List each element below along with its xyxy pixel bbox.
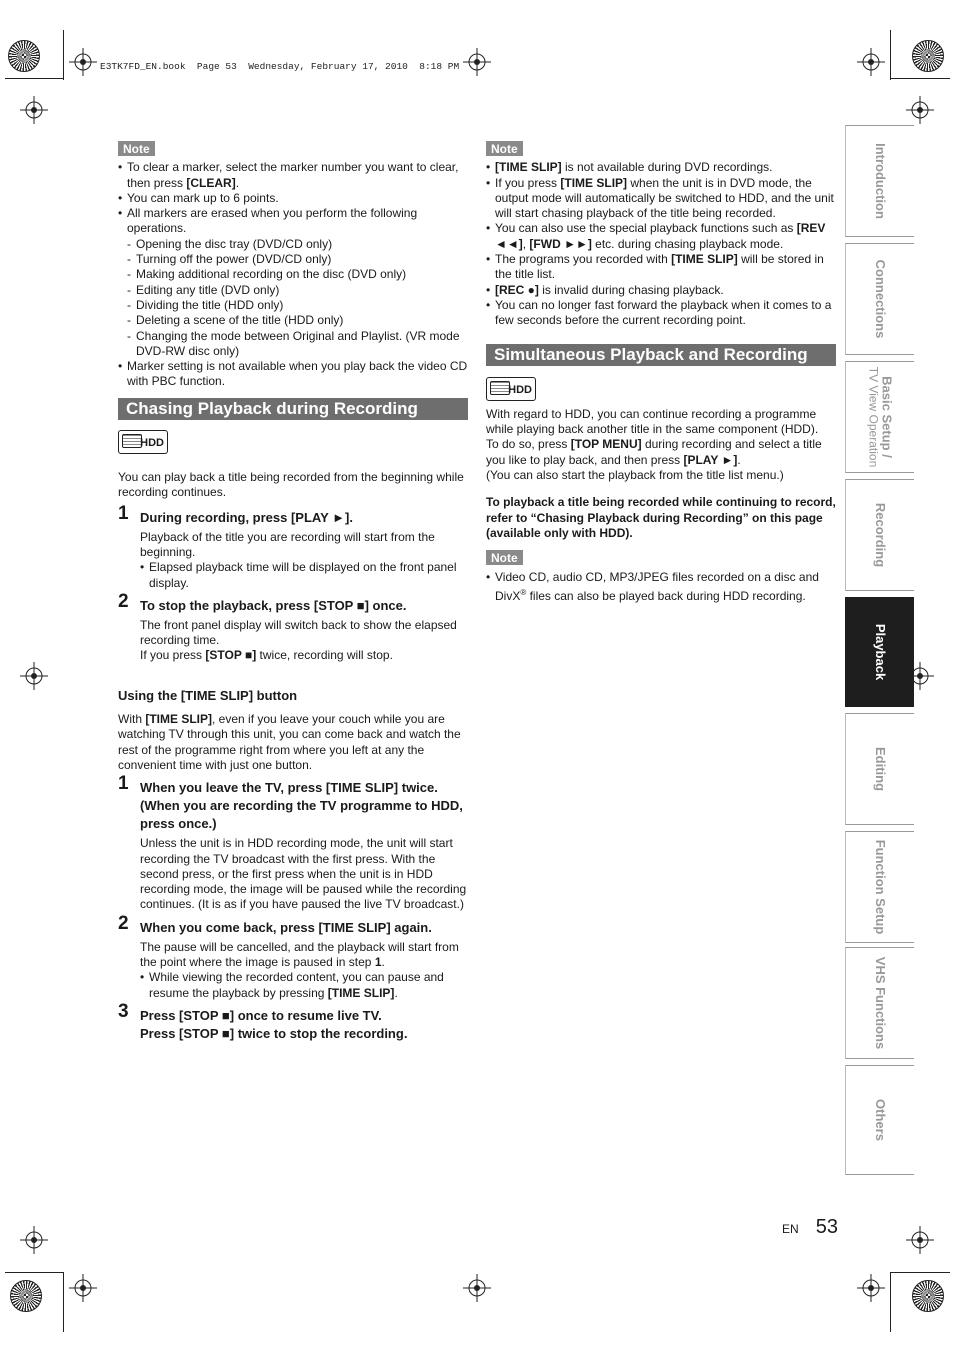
- note-list: [486, 160, 836, 328]
- crop-mark: [63, 30, 64, 80]
- tab-vhs-functions[interactable]: VHS Functions: [845, 947, 914, 1059]
- crop-mark: [890, 1272, 891, 1332]
- list-item: • Video CD, audio CD, MP3/JPEG files recorded on a disc and DivX® files can also be played back during HDD recording.: [486, 570, 836, 605]
- chasing-intro: You can play back a title being recorded from the beginning while recording continues.: [118, 470, 464, 500]
- list-item: • Elapsed playback time will be displayed on the front panel display.: [140, 560, 468, 591]
- list-item: • To clear a marker, select the marker number you want to clear, then press [CLEAR].: [118, 160, 468, 191]
- list-item: - Opening the disc tray (DVD/CD only): [127, 237, 468, 252]
- crosshair-icon: [20, 662, 48, 690]
- operation-list: [127, 237, 468, 359]
- paragraph: To do so, press [TOP MENU] during recording and select a title you like to play back, and then press [PLAY ►].: [486, 437, 822, 467]
- timeslip-intro: With [TIME SLIP], even if you leave your couch while you are watching TV through this unit, you can come back and watch the rest of the programme right from where you left at any the convenient time with just one button.: [118, 712, 461, 772]
- tab-playback[interactable]: Playback: [845, 597, 914, 707]
- tab-editing[interactable]: Editing: [845, 713, 914, 825]
- list-item: - Turning off the power (DVD/CD only): [127, 252, 468, 267]
- crosshair-icon: [857, 1274, 885, 1302]
- crosshair-icon: [20, 96, 48, 124]
- note-tag: Note: [486, 550, 523, 565]
- list-item: • You can also use the special playback functions such as [REV ◄◄], [FWD ►►] etc. during chasing playback mode.: [486, 221, 836, 252]
- crosshair-icon: [463, 48, 491, 76]
- timeslip-step-2: 2 When you come back, press [TIME SLIP] again. The pause will be cancelled, and the playback will start from the point where the image is paused in step 1. • While viewing the recorded content, you can pause and resume the playback by pressing [TIME SLIP].: [118, 919, 468, 1001]
- hdd-icon: HDD: [118, 430, 168, 454]
- registration-dial-icon: [912, 1280, 944, 1312]
- crop-mark: [890, 30, 891, 80]
- step-2: 2 To stop the playback, press [STOP ■] once. The front panel display will switch back to show the elapsed recording time. If you press [STOP ■] twice, recording will stop.: [118, 590, 457, 663]
- list-item: • [REC ●] is invalid during chasing playback.: [486, 283, 836, 298]
- crosshair-icon: [20, 1226, 48, 1254]
- note-tag: Note: [486, 141, 523, 156]
- section-title-chasing: Chasing Playback during Recording: [118, 398, 468, 420]
- tab-recording[interactable]: Recording: [845, 479, 914, 591]
- hdd-icon: HDD: [486, 377, 536, 401]
- list-item: - Making additional recording on the disc (DVD only): [127, 267, 468, 282]
- crosshair-icon: [906, 96, 934, 124]
- list-item: • [TIME SLIP] is not available during DVD recordings.: [486, 160, 836, 175]
- right-column: [486, 141, 836, 604]
- registration-dial-icon: [912, 40, 944, 72]
- list-item: • You can no longer fast forward the playback when it comes to a few seconds before the current recording point.: [486, 298, 836, 329]
- tab-basic-setup[interactable]: Basic Setup / TV View Operation: [845, 361, 914, 473]
- list-item: • All markers are erased when you perform the following operations. - Opening the disc tray (DVD/CD only) - Turning off the power (DVD/CD only) - Making additional recording on the disc (DVD only) - Editing any title (DVD only) - Dividing the title (HDD only) - Deleting a scene of the title (HDD only) - Changing the mode between Original and Playlist. (VR mode DVD-RW disc only): [118, 206, 468, 359]
- tab-connections[interactable]: Connections: [845, 243, 914, 355]
- tab-introduction[interactable]: Introduction: [845, 125, 914, 237]
- crosshair-icon: [463, 1274, 491, 1302]
- list-item: • You can mark up to 6 points.: [118, 191, 468, 206]
- tab-others[interactable]: Others: [845, 1065, 914, 1175]
- tab-function-setup[interactable]: Function Setup: [845, 831, 914, 943]
- bold-paragraph: To playback a title being recorded while continuing to record, refer to “Chasing Playback during Recording” on this page (available only with HDD).: [486, 495, 836, 540]
- list-item: • Marker setting is not available when you play back the video CD with PBC function.: [118, 359, 468, 390]
- paragraph: With regard to HDD, you can continue recording a programme while playing back another title in the same component (HDD).: [486, 406, 819, 437]
- timeslip-step-1: 1 When you leave the TV, press [TIME SLIP] twice. (When you are recording the TV programme to HDD, press once.) Unless the unit is in HDD recording mode, the unit will start recording the TV broadcast with the first press. With the second press, or the first press when the unit is in HDD recording mode, the image will be paused while the recording continues. (It is as if you have paused the live TV broadcast.): [118, 773, 467, 912]
- file-header-line: E3TK7FD_EN.book Page 53 Wednesday, February 17, 2010 8:18 PM: [100, 61, 460, 72]
- list-item: • If you press [TIME SLIP] when the unit is in DVD mode, the output mode will automatically be switched to HDD, and the unit will start chasing playback of the title being recorded.: [486, 176, 836, 222]
- registration-dial-icon: [8, 40, 40, 72]
- section-title-simultaneous: Simultaneous Playback and Recording: [486, 344, 836, 366]
- crop-mark: [890, 78, 950, 79]
- timeslip-step-3: 3 Press [STOP ■] once to resume live TV. Press [STOP ■] twice to stop the recording.: [118, 1000, 408, 1041]
- page-number: 53: [815, 1216, 838, 1238]
- crop-mark: [5, 78, 63, 79]
- list-item: • The programs you recorded with [TIME SLIP] will be stored in the title list.: [486, 252, 836, 283]
- timeslip-title: Using the [TIME SLIP] button: [118, 687, 298, 703]
- list-item: - Deleting a scene of the title (HDD only): [127, 313, 468, 328]
- step-1: 1 During recording, press [PLAY ►]. Playback of the title you are recording will start from the beginning. • Elapsed playback time will be displayed on the front panel display.: [118, 509, 468, 591]
- list-item: • While viewing the recorded content, you can pause and resume the playback by pressing [TIME SLIP].: [140, 970, 468, 1001]
- crosshair-icon: [906, 1226, 934, 1254]
- crop-mark: [890, 1272, 950, 1273]
- note-list: [486, 570, 836, 605]
- list-item: - Dividing the title (HDD only): [127, 298, 468, 313]
- registration-dial-icon: [10, 1280, 42, 1312]
- note-tag: Note: [118, 141, 155, 156]
- list-item: - Changing the mode between Original and Playlist. (VR mode DVD-RW disc only): [127, 329, 468, 360]
- crop-mark: [63, 1272, 64, 1332]
- note-list: [118, 160, 468, 389]
- hdd-badge: [486, 377, 836, 405]
- page-language: EN: [782, 1222, 799, 1236]
- paragraph: (You can also start the playback from the title list menu.): [486, 468, 784, 483]
- left-column: [118, 141, 468, 1043]
- list-item: - Editing any title (DVD only): [127, 283, 468, 298]
- crosshair-icon: [857, 48, 885, 76]
- crop-mark: [5, 1272, 63, 1273]
- crosshair-icon: [69, 48, 97, 76]
- hdd-badge: [118, 430, 468, 458]
- crosshair-icon: [69, 1274, 97, 1302]
